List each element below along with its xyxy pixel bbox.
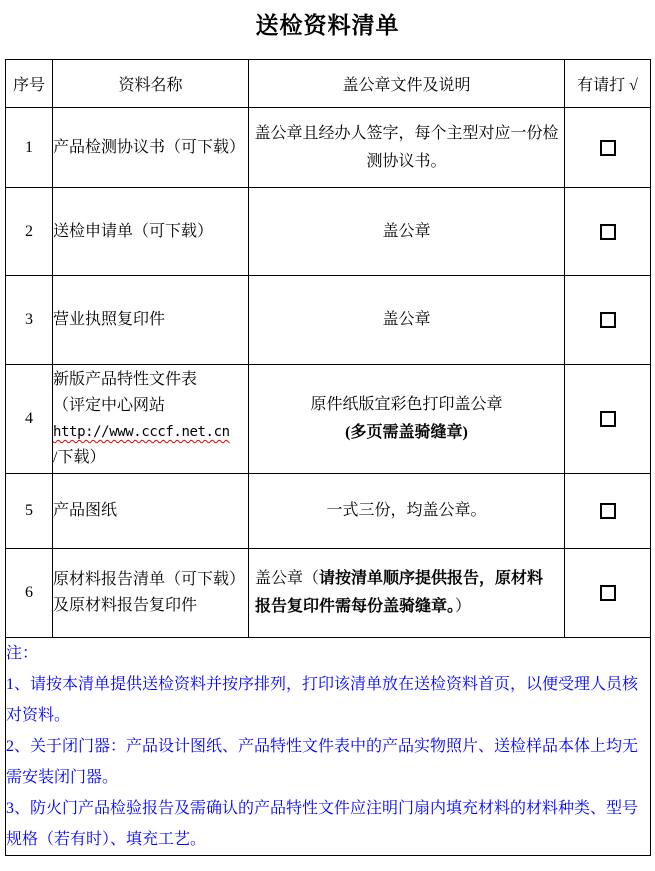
check-cell <box>565 188 651 276</box>
table-row <box>6 276 651 365</box>
row-checkbox[interactable] <box>600 140 616 156</box>
page-title: 送检资料清单 <box>255 13 400 38</box>
col-header-seal-instructions: 盖公章文件及说明 <box>249 60 565 108</box>
table-row <box>6 108 651 188</box>
check-cell <box>565 365 651 474</box>
check-cell <box>565 549 651 638</box>
table-row <box>6 549 651 638</box>
material-name: 营业执照复印件 <box>53 276 249 365</box>
row-number: 2 <box>6 188 53 276</box>
note-item-3: 3、防火门产品检验报告及需确认的产品特性文件应注明门扇内填充材料的材料种类、型号规格（若有时）、填充工艺。 <box>6 800 639 848</box>
checklist-table <box>5 59 651 856</box>
note-item-2: 2、关于闭门器：产品设计图纸、产品特性文件表中的产品实物照片、送检样品本体上均无需安装闭门器。 <box>6 738 639 786</box>
table-header-row <box>6 60 651 108</box>
check-cell <box>565 108 651 188</box>
row-number: 1 <box>6 108 53 188</box>
row-number: 5 <box>6 474 53 549</box>
seal-instructions-prefix: 盖公章（ <box>255 570 320 587</box>
check-cell <box>565 474 651 549</box>
material-name-line: /下载） <box>53 449 106 466</box>
seal-instructions <box>249 549 565 638</box>
row-number: 4 <box>6 365 53 474</box>
seal-instructions-bold-line: (多页需盖骑缝章) <box>345 424 468 441</box>
cccf-website-url: http://www.cccf.net.cn <box>53 424 230 440</box>
row-checkbox[interactable] <box>600 312 616 328</box>
row-checkbox[interactable] <box>600 585 616 601</box>
col-header-material-name: 资料名称 <box>53 60 249 108</box>
seal-instructions-suffix: ） <box>455 598 472 615</box>
row-checkbox[interactable] <box>600 411 616 427</box>
material-name <box>53 365 249 474</box>
note-item-1: 1、请按本清单提供送检资料并按序排列，打印该清单放在送检资料首页，以便受理人员核对资料。 <box>6 676 639 724</box>
check-cell <box>565 276 651 365</box>
notes-section <box>6 638 651 856</box>
material-name: 送检申请单（可下载） <box>53 188 249 276</box>
material-name: 产品检测协议书（可下载） <box>53 108 249 188</box>
notes-label: 注： <box>6 645 39 662</box>
col-header-check-mark: 有请打 √ <box>565 60 651 108</box>
table-row <box>6 474 651 549</box>
table-row <box>6 188 651 276</box>
row-number: 6 <box>6 549 53 638</box>
seal-instructions: 盖公章 <box>249 276 565 365</box>
material-name: 原材料报告清单（可下载）及原材料报告复印件 <box>53 549 249 638</box>
notes-row <box>6 638 651 856</box>
row-checkbox[interactable] <box>600 503 616 519</box>
table-row <box>6 365 651 474</box>
seal-instructions-bold: 请按清单顺序提供报告，原材料报告复印件需每份盖骑缝章。 <box>255 570 544 615</box>
material-name-line: （评定中心网站 <box>53 397 166 414</box>
row-number: 3 <box>6 276 53 365</box>
seal-instructions <box>249 365 565 474</box>
seal-instructions: 一式三份，均盖公章。 <box>249 474 565 549</box>
row-checkbox[interactable] <box>600 224 616 240</box>
col-header-serial: 序号 <box>6 60 53 108</box>
seal-instructions: 盖公章且经办人签字，每个主型对应一份检测协议书。 <box>249 108 565 188</box>
material-name-line: 新版产品特性文件表 <box>53 371 198 388</box>
seal-instructions: 盖公章 <box>249 188 565 276</box>
material-name: 产品图纸 <box>53 474 249 549</box>
seal-instructions-line: 原件纸版宜彩色打印盖公章 <box>310 396 503 413</box>
